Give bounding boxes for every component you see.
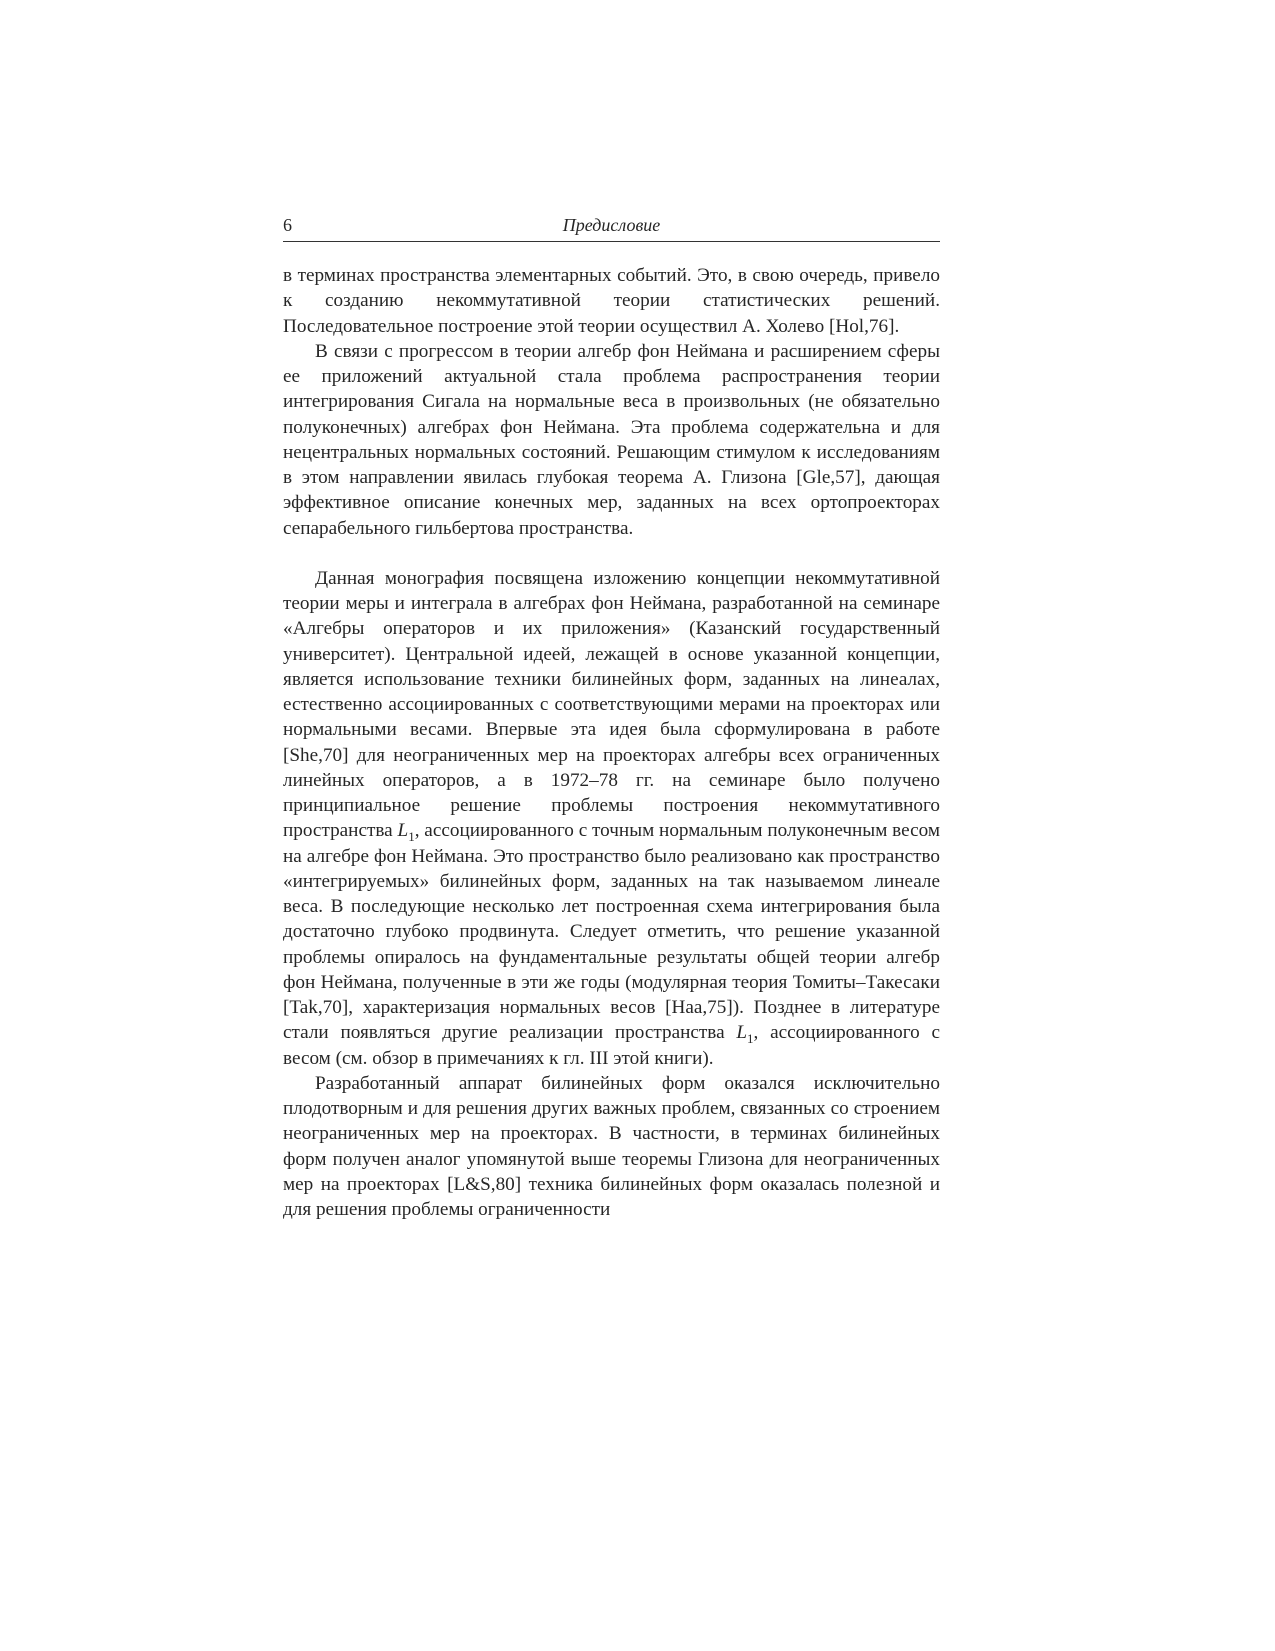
paragraph-continuation: в терминах пространства элементарных событий. Это, в свою очередь, привело к созданию некоммутативной теории статистических решений. Последовательное построение этой теории осуществил А. Холево [Hol,76]. xyxy=(283,265,940,337)
running-header xyxy=(283,213,940,242)
paragraph-von-neumann-integration: В связи с прогрессом в теории алгебр фон Неймана и расширением сферы ее приложений актуальной стала проблема распространения теории интегрирования Сигала на нормальные веса в произвольных (не обязательно полуконечных) алгебрах фон Неймана. Эта проблема содержательна и для нецентральных нормальных состояний. Решающим стимулом к исследованиям в этом направлении явилась глубокая теорема А. Глизона [Gle,57], дающая эффективное описание конечных мер, заданных на всех ортопроекторах сепарабельного гильбертова пространства. xyxy=(283,340,940,539)
paragraph-monograph-concept xyxy=(283,566,940,1071)
paragraph-text-segment: , ассоциированного с точным нормальным полуконечным весом на алгебре фон Неймана. Это пространство было реализовано как пространство «интегрируемых» билинейных форм, заданных на так называемом линеале веса. В последующие несколько лет построенная схема интегрирования была достаточно глубоко продвинута. Следует отметить, что решение указанной проблемы опиралось на фундаментальные результаты общей теории алгебр фон Неймана, полученные в эти же годы (модулярная теория Томиты–Такесаки [Tak,70], характеризация нормальных весов [Haa,75]). Позднее в литературе стали появляться другие реализации пространства xyxy=(283,820,940,1044)
paragraph-text-segment: Данная монография посвящена изложению концепции некоммутативной теории меры и интеграла в алгебрах фон Неймана, разработанной на семинаре «Алгебры операторов и их приложения» (Казанский государственный университет). Центральной идеей, лежащей в основе указанной концепции, является использование техники билинейных форм, заданных на линеалах, естественно ассоциированных с соответствующими мерами на проекторах или нормальными весами. Впервые эта идея была сформулирована в работе [She,70] для неограниченных мер на проекторах алгебры всех ограниченных линейных операторов, а в 1972–78 гг. на семинаре было получено принципиальное решение проблемы построения некоммутативного пространства xyxy=(283,567,940,842)
body-text xyxy=(283,263,940,1222)
math-symbol: L xyxy=(397,820,409,842)
paragraph-text-segment: , ассоциированного с весом (см. обзор в примечаниях к гл. III этой книги). xyxy=(283,1022,940,1069)
math-l1 xyxy=(736,1022,754,1047)
math-l1 xyxy=(397,820,415,845)
math-symbol: L xyxy=(736,1022,748,1044)
paragraph-bilinear-forms: Разработанный аппарат билинейных форм оказался исключительно плодотворным и для решения других важных проблем, связанных со строением неограниченных мер на проекторах. В частности, в терминах билинейных форм получен аналог упомянутой выше теоремы Глизона для неограниченных мер на проекторах [L&S,80] техника билинейных форм оказалась полезной и для решения проблемы ограниченности xyxy=(283,1072,940,1220)
running-title: Предисловие xyxy=(562,215,661,235)
math-subscript: 1 xyxy=(747,1031,754,1047)
math-subscript: 1 xyxy=(408,829,415,845)
page-number: 6 xyxy=(283,215,292,235)
